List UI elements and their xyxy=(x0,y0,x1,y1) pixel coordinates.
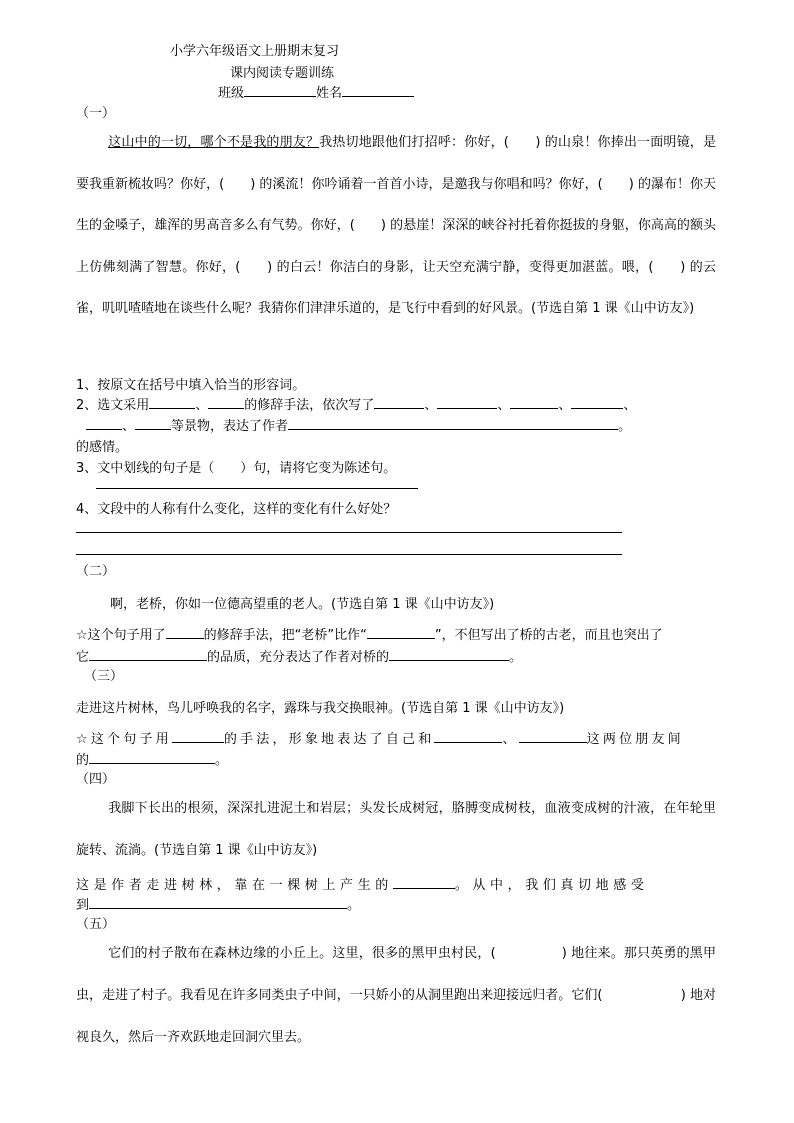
s1-question-3: 3、文中划线的句子是（ ）句，请将它变为陈述句。 xyxy=(76,461,397,476)
class-label: 班级 xyxy=(218,86,245,101)
s2-blank-rhetoric[interactable] xyxy=(166,624,204,639)
s3-question-line-2: 的 。 xyxy=(76,749,228,768)
s2-blank-compared-to[interactable] xyxy=(367,624,435,639)
class-blank[interactable] xyxy=(244,82,316,97)
s1-q4-answer-line-2[interactable] xyxy=(76,554,622,555)
s1-q2-blank-6[interactable] xyxy=(571,394,623,409)
s1-q2-blank-1[interactable] xyxy=(149,394,195,409)
section1-passage xyxy=(76,122,716,330)
s1-q4-answer-line-1[interactable] xyxy=(76,532,622,533)
section1-underlined-sentence: 这山中的一切，哪个不是我的朋友？ xyxy=(108,135,320,150)
s1-q2-blank-5[interactable] xyxy=(510,394,558,409)
s3-question-line-1: ☆这个句子用 的手法，形象地表达了自己和 、 这两位朋友间 xyxy=(76,728,684,747)
s1-question-2-cont: 、 等景物，表达了作者 。 xyxy=(86,415,631,434)
section2-label: （二） xyxy=(76,564,116,579)
s1-q2-blank-4[interactable] xyxy=(437,394,497,409)
s1-q2-blank-3[interactable] xyxy=(374,394,424,409)
worksheet-title: 小学六年级语文上册期末复习 xyxy=(170,44,340,59)
s1-question-1: 1、按原文在括号中填入恰当的形容词。 xyxy=(76,378,306,393)
section5-label: （五） xyxy=(76,917,116,932)
s1-q2-blank-feeling[interactable] xyxy=(288,415,618,430)
s2-blank-feeling[interactable] xyxy=(389,646,509,661)
s3-blank-technique[interactable] xyxy=(172,728,224,743)
section5-passage: 它们的村子散布在森林边缘的小丘上。这里，很多的黑甲虫村民，( ) 地往来。那只英勇的黑甲虫，走进了村子。我看见在许多同类虫子中间，一只娇小的从洞里跑出来迎接远归者。它们( ) 地对视良久，然后一齐欢跃地走回洞穴里去。 xyxy=(76,946,716,1045)
section1-passage-text: 我热切地跟他们打招呼：你好，( ) 的山泉！你捧出一面明镜，是要我重新梳妆吗？你好，( ) 的溪流！你吟诵着一首首小诗，是邀我与你唱和吗？你好，( ) 的瀑布！你天生的金嗓子，雄浑的男高音多么有气势。你好，( ) 的悬崖！深深的峡谷衬托着你挺拔的身躯，你高高的额头上仿佛刻满了智慧。你好，( ) 的白云！你洁白的身影，让天空充满宁静，变得更加湛蓝。喂，( ) 的云雀，叽叽喳喳地在谈些什么呢？我猜你们津津乐道的，是飞行中看到的好风景。(节选自第 1 课《山中访友》) xyxy=(76,135,716,316)
s2-blank-quality[interactable] xyxy=(89,646,207,661)
s3-blank-friend-1[interactable] xyxy=(434,728,502,743)
section1-label: （一） xyxy=(76,106,116,121)
s1-q2-blank-2[interactable] xyxy=(208,394,244,409)
section4-label: （四） xyxy=(76,772,116,787)
section4-passage: 我脚下长出的根须，深深扎进泥土和岩层；头发长成树冠，胳膊变成树枝，血液变成树的汁液，在年轮里旋转、流淌。(节选自第 1 课《山中访友》) xyxy=(76,801,716,858)
s3-blank-friend-2[interactable] xyxy=(519,728,587,743)
s4-question-line-2: 到 。 xyxy=(76,894,360,913)
s1-q3-answer-line[interactable] xyxy=(96,488,418,489)
s3-blank-relation[interactable] xyxy=(89,749,215,764)
name-blank[interactable] xyxy=(342,82,414,97)
s1-question-4: 4、文段中的人称有什么变化，这样的变化有什么好处？ xyxy=(76,502,397,517)
s4-question-line-1: 这是作者走进树林，靠在一棵树上产生的 。从中，我们真切地感受 xyxy=(76,874,648,893)
s2-question-line-2: 它 的品质，充分表达了作者对桥的 。 xyxy=(76,646,522,665)
name-label: 姓名 xyxy=(316,86,343,101)
s1-question-2: 2、选文采用 、 的修辞手法，依次写了 、 、 、 、 xyxy=(76,394,636,413)
s2-question-line-1: ☆这个句子用了 的修辞手法，把“老桥”比作“ ”，不但写出了桥的古老，而且也突出了 xyxy=(76,624,663,643)
section3-passage: 走进这片树林，鸟儿呼唤我的名字，露珠与我交换眼神。(节选自第 1 课《山中访友》) xyxy=(76,701,565,716)
s1-q2-blank-7[interactable] xyxy=(86,415,122,430)
section3-label: （三） xyxy=(84,669,124,684)
s4-blank-feeling[interactable] xyxy=(89,894,347,909)
s4-blank-imagination[interactable] xyxy=(393,874,455,889)
s1-question-2-end: 的感情。 xyxy=(76,440,129,455)
section2-passage: 啊，老桥，你如一位德高望重的老人。(节选自第 1 课《山中访友》) xyxy=(110,597,495,612)
worksheet-subtitle: 课内阅读专题训练 xyxy=(230,66,335,81)
class-name-line xyxy=(218,82,414,101)
s1-q2-blank-8[interactable] xyxy=(135,415,171,430)
